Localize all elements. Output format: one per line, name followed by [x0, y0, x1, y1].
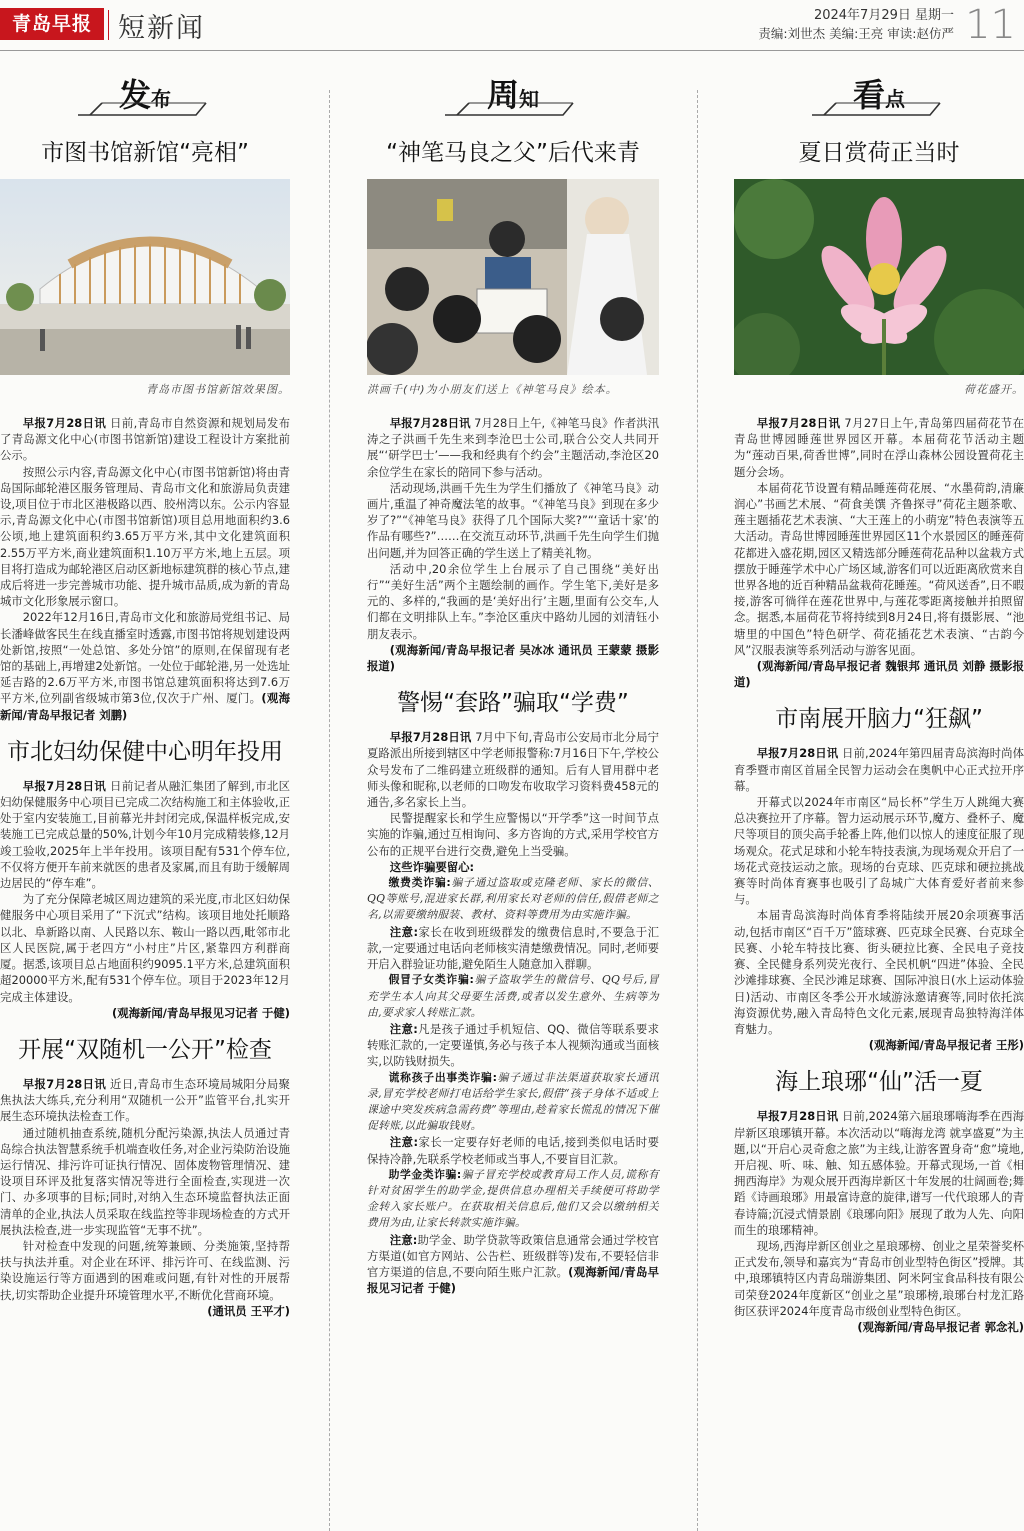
paragraph — [734, 1108, 1024, 1238]
lead-in: 早报7月28日讯 — [756, 1109, 839, 1124]
article-brain-sports — [734, 690, 1024, 1053]
paragraph-text: 本届荷花节设置有精品睡莲荷花展、“水墨荷韵,清廉润心”书画艺术展、“荷食美馔 齐鲁探寻”荷花主题茶歌、莲主题插花艺术表演、“大王莲上的小萌宠”特色表演等五大活动。青岛世博园睡莲世界园区11个水景园区的睡莲荷花都进入盛花期,园区又精选部分睡莲荷花品种以盆栽方式摆放于睡莲学术中心广场区域,游客们可以近距离欣赏来自世界各地的近百种精品盆栽荷花睡莲。“荷风送香”,日不暇接,游客可徜徉在莲花世界中,与莲花零距离接触并拍照留念。据悉,本届荷花节将持续到8月24日,将有摄影展、“池塘里的中国色”特色研学、荷花插花艺术表演、“古韵今风”汉服表演等系列活动与游客见面。 — [734, 480, 1024, 657]
paragraph-text: 7月28日上午,《神笔马良》作者洪汛涛之子洪画千先生来到李沧巴士公司,联合公交人共同开展“‘研学巴士’——我和经典有个约会”主题活动,李沧区20余位学生在家长的陪同下参与活动。 — [367, 416, 660, 479]
byline: (观海新闻/青岛早报记者 魏银邦 通讯员 刘静 摄影报道) — [734, 659, 1024, 690]
photo-caption: 洪画千(中)为小朋友们送上《神笔马良》绘本。 — [367, 383, 618, 396]
paragraph — [0, 1076, 290, 1125]
paragraph — [367, 480, 659, 561]
byline: (观海新闻/青岛早报记者 刘鹏) — [0, 691, 290, 722]
article-body — [734, 745, 1024, 1053]
lead-in: 早报7月28日讯 — [22, 1076, 107, 1091]
article-body — [0, 415, 290, 723]
column-notice — [367, 70, 659, 1296]
paragraph-text: 通过随机抽查系统,随机分配污染源,执法人员通过青岛综合执法智慧系统手机端查收任务,对企业污染防治设施运行情况、排污许可证执行情况、固体废物管理情况、建设项目环评及批复落实情况等进行全面检查,实现进一次门、办多项事的目标;同时,对纳入生态环境监督执法正面清单的企业,执法人员采取在线监控等非现场检查的方式开展执法检查,进一步实现监管“无事不扰”。 — [0, 1125, 290, 1237]
photo-caption: 青岛市图书馆新馆效果图。 — [146, 383, 290, 396]
byline: (观海新闻/青岛早报记者 郭念礼) — [857, 1319, 1024, 1334]
staff-credits: 责编:刘世杰 美编:王亮 审读:赵仿严 — [758, 26, 954, 41]
banner-underline-icon — [78, 102, 208, 116]
article-title[interactable]: 海上琅琊“仙”活一夏 — [775, 1069, 983, 1096]
lead-in: 早报7月28日讯 — [22, 416, 107, 430]
notice-text: 骗子盗取学生的微信号、QQ号后,冒充学生本人向其父母要生活费,或者以发生意外、生病等为由,要求家人转账汇款。 — [367, 973, 660, 1019]
article-library — [0, 120, 290, 723]
notice-item — [367, 1134, 659, 1166]
article-title[interactable]: 夏日赏荷正当时 — [798, 140, 960, 166]
article-title[interactable]: 市南展开脑力“狂飙” — [775, 706, 983, 733]
paragraph-text: 活动中,20余位学生上台展示了自己围绕“美好出行”“美好生活”两个主题绘制的画作。学生笔下,美好是多元的、多样的,“我画的是‘美好出行’主题,里面有公交车,人们都在文明排队上车。”李沧区重庆中路幼儿园的刘清钰小朋友表示。 — [367, 561, 659, 641]
paragraph-text: 民警提醒家长和学生应警惕以“开学季”这一时间节点实施的诈骗,通过互相询问、多方咨询的方式,采用学校官方公布的正规平台进行交费,避免上当受骗。 — [367, 811, 660, 858]
notice-label: 注意: — [389, 1021, 418, 1036]
paragraph — [0, 891, 290, 1004]
banner-big-char: 看 — [852, 76, 885, 114]
banner-big-char: 周 — [486, 76, 519, 114]
paragraph-text: 近日,青岛市生态环境局城阳分局聚焦执法大练兵,充分利用“双随机一公开”监管平台,扎实开展生态环境执法检查工作。 — [0, 1076, 290, 1124]
column-rule — [329, 90, 330, 1531]
notice-item — [367, 875, 659, 924]
article-body — [0, 778, 290, 1021]
paragraph-text: 现场,西海岸新区创业之星琅琊榜、创业之星荣誉奖杯正式发布,领导和嘉宾为“青岛市创业型特色街区”授牌。其中,琅琊镇特区内青岛瑞游集团、阿米阿宝食品科技有限公司荣登2024年度新区“创业之星”琅琊榜,琅琊台村龙汇路街区获评2024年度青岛市级创业型特色街区。 — [734, 1238, 1024, 1318]
article-body — [0, 1076, 290, 1319]
notice-text: 骗子通过非法渠道获取家长通讯录,冒充学校老师打电话给学生家长,假借“孩子身体不适或上课途中突发疾病急需药费”等理由,趁着家长慌乱的情况下催促转账,以此骗取钱财。 — [367, 1070, 659, 1133]
bus-event-photo — [367, 179, 659, 375]
article-title[interactable]: 开展“双随机一公开”检查 — [18, 1036, 272, 1063]
paragraph — [734, 480, 1024, 658]
masthead — [0, 0, 1024, 51]
byline: (观海新闻/青岛早报见习记者 于健) — [367, 1264, 660, 1296]
lead-in: 早报7月28日讯 — [389, 730, 472, 745]
notice-item — [367, 1232, 659, 1297]
banner-small-char: 知 — [519, 87, 539, 111]
article-photo[interactable] — [0, 179, 290, 375]
notice-label: 注意: — [389, 1135, 419, 1150]
paragraph — [734, 794, 1024, 907]
article-title[interactable]: “神笔马良之父”后代来青 — [386, 140, 640, 166]
article-maternal-center — [0, 723, 290, 1021]
byline: (观海新闻/青岛早报见习记者 于健) — [111, 1005, 290, 1020]
lead-in: 早报7月28日讯 — [756, 746, 839, 761]
column-highlights — [734, 70, 1024, 1335]
notice-item — [367, 924, 659, 973]
paragraph — [367, 415, 659, 480]
paragraph — [0, 415, 290, 464]
page-number: 11 — [965, 2, 1016, 48]
paragraph — [734, 745, 1024, 794]
notice-label: 助学金类诈骗: — [388, 1167, 462, 1181]
paragraph — [734, 1238, 1024, 1319]
notice-text: 家长一定要存好老师的电话,接到类似电话时要保持冷静,先联系学校老师或当事人,不要盲目汇款。 — [367, 1135, 659, 1166]
article-photo[interactable] — [367, 179, 659, 375]
column-publish — [0, 70, 290, 1319]
article-title[interactable]: 警惕“套路”骗取“学费” — [397, 690, 629, 717]
banner-big-char: 发 — [118, 76, 151, 114]
masthead-divider — [108, 10, 109, 40]
paragraph-text: 活动现场,洪画千先生为学生们播放了《神笔马良》动画片,重温了神奇魔法笔的故事。“《神笔马良》到现在多少岁了?”“《神笔马良》获得了几个国际大奖?”“‘童话十家’的作品有哪些?”……在交流互动环节,洪画千先生向学生们抛出问题,并为回答正确的学生送上了精美礼物。 — [367, 480, 659, 560]
byline: (观海新闻/青岛早报记者 吴冰冰 通讯员 王蒙蒙 摄影报道) — [367, 642, 659, 674]
paragraph-text: 7月中下旬,青岛市公安局市北分局宁夏路派出所接到辖区中学老师报警称:7月16日下午,学校公众号发布了二维码建立班级群的通知。后有人冒用群中老师头像和昵称,以老师的口吻发布收取学习资料费458元的通告,多名家长上当。 — [367, 730, 659, 810]
article-title[interactable]: 市北妇幼保健中心明年投用 — [7, 738, 283, 765]
paragraph-text: 按照公示内容,青岛源文化中心(市图书馆新馆)将由青岛国际邮轮港区服务管理局、青岛市文化和旅游局负责建设,项目位于市北区港极路以西、胶州湾以东。公示内容显示,青岛源文化中心(市图书馆新馆)项目总用地面积约3.6公顷,地上建筑面积约3.65万平方米,其中文化建筑面积2.55万平方米,商业建筑面积1.10万平方米,地上五层。项目将打造成为邮轮港区启动区新地标建筑群的核心节点,建成后将进一步完善城市功能、提升城市品质,成为新的青岛城市文化形象展示窗口。 — [0, 464, 290, 609]
article-magic-brush — [367, 120, 659, 674]
paragraph-text: 日前,青岛市自然资源和规划局发布了青岛源文化中心(市图书馆新馆)建设工程设计方案批前公示。 — [0, 416, 290, 463]
notice-text: 骗子冒充学校或教育局工作人员,谎称有针对贫困学生的助学金,提供信息办理相关手续便可将助学金转入家长账户。在获取相关信息后,他们又会以缴纳相关费用为由,让家长转款实施诈骗。 — [367, 1167, 659, 1230]
lead-in: 早报7月28日讯 — [22, 778, 107, 793]
photo-caption: 荷花盛开。 — [964, 383, 1024, 396]
notice-text: 家长在收到班级群发的缴费信息时,不要急于汇款,一定要通过电话向老师核实清楚缴费情况。同时,老师要开启入群验证功能,避免陌生人随意加入群聊。 — [367, 924, 660, 972]
lead-in: 早报7月28日讯 — [389, 416, 471, 430]
paragraph — [367, 729, 659, 810]
paragraph-text: 为了充分保障老城区周边建筑的采光度,市北区妇幼保健服务中心项目采用了“下沉式”结构。该项目地处托顺路以北、阜新路以南、人民路以东、鞍山一路以西,毗邻市北区人民医院,属于老四方“小村庄”片区,紧靠四方利群商厦。据悉,该项目总占地面积约9095.1平方米,总建筑面积超20000平方米,配有531个停车位。项目于2023年12月完成主体建设。 — [0, 892, 290, 1004]
banner-underline-icon — [445, 102, 575, 116]
paragraph-text: 本届青岛滨海时尚体育季将陆续开展20余项赛事活动,包括市南区“百千万”篮球赛、匹克球全民赛、台克球全民赛、小轮车特技比赛、街头硬拉比赛、全民电子竞技赛、全民健身系列荧光夜行、全民机帆“四进”体验、全民沙滩排球赛、全民沙滩足球赛、国际冲浪日(水上运动体验日)活动、市南区冬季公开水域游泳邀请赛等,同时依托滨海资源优势,融入青岛特色文化元素,展现青岛独特海洋体育魅力。 — [734, 908, 1024, 1036]
paragraph-text: 开幕式以2024年市南区“局长杯”学生万人跳绳大赛总决赛拉开了序幕。智力运动展示环节,魔方、叠杯子、魔尺等项目的顶尖高手轮番上阵,他们以惊人的速度征服了现场观众。花式足球和小轮车特技表演,为现场观众开启了一场花式竞技运动之旅。现场的台克球、匹克球和硬拉挑战赛等时尚体育赛事也吸引了岛城广大体育爱好者前来参与。 — [734, 795, 1024, 907]
article-inspection — [0, 1021, 290, 1319]
paragraph-text: 日前,2024第六届琅琊嗨海季在西海岸新区琅琊镇开幕。本次活动以“嗨海龙湾 就享盛夏”为主题,以“开启心灵奇愈之旅”为主线,让游客置身奇“愈”境地,开启视、听、味、触、知五感体验。开幕式现场,一首《相拥西海岸》为观众展开西海岸新区十年发展的壮阔画卷;舞蹈《诗画琅琊》用最富诗意的旋律,谱写一代代琅琊人的青春诗篇;沉浸式情景剧《琅琊向阳》展现了敢为人先、向阳而生的琅琊精神。 — [734, 1109, 1024, 1237]
column-rule — [697, 90, 698, 1531]
section-title: 短新闻 — [118, 13, 205, 44]
article-photo[interactable] — [734, 179, 1024, 375]
article-body — [734, 415, 1024, 690]
article-body — [367, 415, 659, 674]
newspaper-logo[interactable]: 青岛早报 — [0, 8, 104, 40]
byline: (观海新闻/青岛早报记者 王彤) — [868, 1038, 1024, 1053]
notice-text: 凡是孩子通过手机短信、QQ、微信等联系要求转账汇款的,一定要谨慎,务必与孩子本人视频沟通或当面核实,以防钱财损失。 — [367, 1021, 660, 1069]
byline: (通讯员 王平才) — [207, 1303, 290, 1318]
paragraph-text: 针对检查中发现的问题,统筹兼顾、分类施策,坚持帮扶与执法并重。对企业在环评、排污许可、在线监测、污染设施运行等方面遇到的困难或问题,有针对性的开展帮扶,切实帮助企业提升环境管理水平,不断优化营商环境。 — [0, 1238, 290, 1302]
notice-text: 助学金、助学贷款等政策信息通常会通过学校官方渠道(如官方网站、公告栏、班级群等)发布,不要轻信非官方渠道的信息,不要向陌生账户汇款。 — [367, 1232, 659, 1279]
column-banner — [734, 70, 1024, 120]
paragraph — [734, 415, 1024, 480]
notice-label: 缴费类诈骗: — [388, 876, 451, 890]
notice-item — [367, 972, 659, 1021]
article-lotus — [734, 120, 1024, 690]
notice-item — [367, 1167, 659, 1232]
article-body — [734, 1108, 1024, 1335]
banner-small-char: 点 — [885, 87, 905, 111]
banner-small-char: 布 — [151, 87, 171, 111]
column-banner — [367, 70, 659, 120]
paragraph — [367, 810, 659, 859]
notice-label: 注意: — [389, 1232, 418, 1247]
article-title[interactable]: 市图书馆新馆“亮相” — [41, 140, 249, 166]
issue-date: 2024年7月29日 星期一 — [813, 8, 954, 23]
article-langya — [734, 1053, 1024, 1335]
article-body — [367, 729, 659, 1296]
notice-label: 假冒子女类诈骗: — [388, 973, 475, 987]
paragraph-text: 日前记者从融汇集团了解到,市北区妇幼保健服务中心项目已完成二次结构施工和主体验收,正处于室内安装施工,目前幕光井封闭完成,保温样板完成,安装施工已完成总量的50%,计划今年10月完成精装修,12月竣工验收,2025年上半年投用。该项目配有531个停车位,不仅将方便开车前来就医的患者及家属,而且有助于缓解周边居民的“停车难”。 — [0, 778, 290, 891]
paragraph-text: 日前,2024年第四届青岛滨海时尚体育季暨市南区首届全民智力运动会在奥帆中心正式拉开序幕。 — [734, 746, 1024, 793]
paragraph-text: 2022年12月16日,青岛市文化和旅游局党组书记、局长潘峰做客民生在线直播室时透露,市图书馆将规划建设两处新馆,按照“一处总馆、多处分馆”的原则,在保留现有老馆的基础上,再增建2处新馆。一处位于邮轮港,另一处选址延吉路的2.6万平方米,市图书馆总建筑面积将达到7.6万平方米,位列副省级城市第3位,仅次于广州、厦门。 — [0, 610, 290, 706]
paragraph — [0, 778, 290, 891]
column-banner — [0, 70, 290, 120]
notice-text: 骗子通过盗取或克隆老师、家长的微信、QQ等账号,混进家长群,利用家长对老师的信任,假借老师之名,以需要缴纳服装、教材、资料等费用为由实施诈骗。 — [367, 876, 659, 922]
lead-in: 早报7月28日讯 — [756, 416, 841, 430]
notice-item — [367, 1021, 659, 1070]
lotus-photo — [734, 179, 1024, 375]
library-rendering-image — [0, 179, 290, 375]
notice-label: 谎称孩子出事类诈骗: — [388, 1070, 498, 1084]
paragraph — [0, 1125, 290, 1238]
banner-underline-icon — [812, 102, 942, 116]
article-tuition-scam — [367, 674, 659, 1296]
notice-item — [367, 1070, 659, 1135]
paragraph-text: 7月27日上午,青岛第四届荷花节在青岛世博园睡莲世界园区开幕。本届荷花节活动主题为“莲动百果,荷香世博”,同时在浮山森林公园设置荷花主题分会场。 — [734, 416, 1024, 479]
notice-heading: 这些诈骗要留心: — [389, 859, 475, 874]
paragraph — [734, 907, 1024, 1037]
paragraph — [0, 464, 290, 610]
paragraph — [0, 609, 290, 722]
paragraph — [367, 561, 659, 642]
paragraph — [0, 1238, 290, 1303]
notice-label: 注意: — [389, 924, 419, 939]
